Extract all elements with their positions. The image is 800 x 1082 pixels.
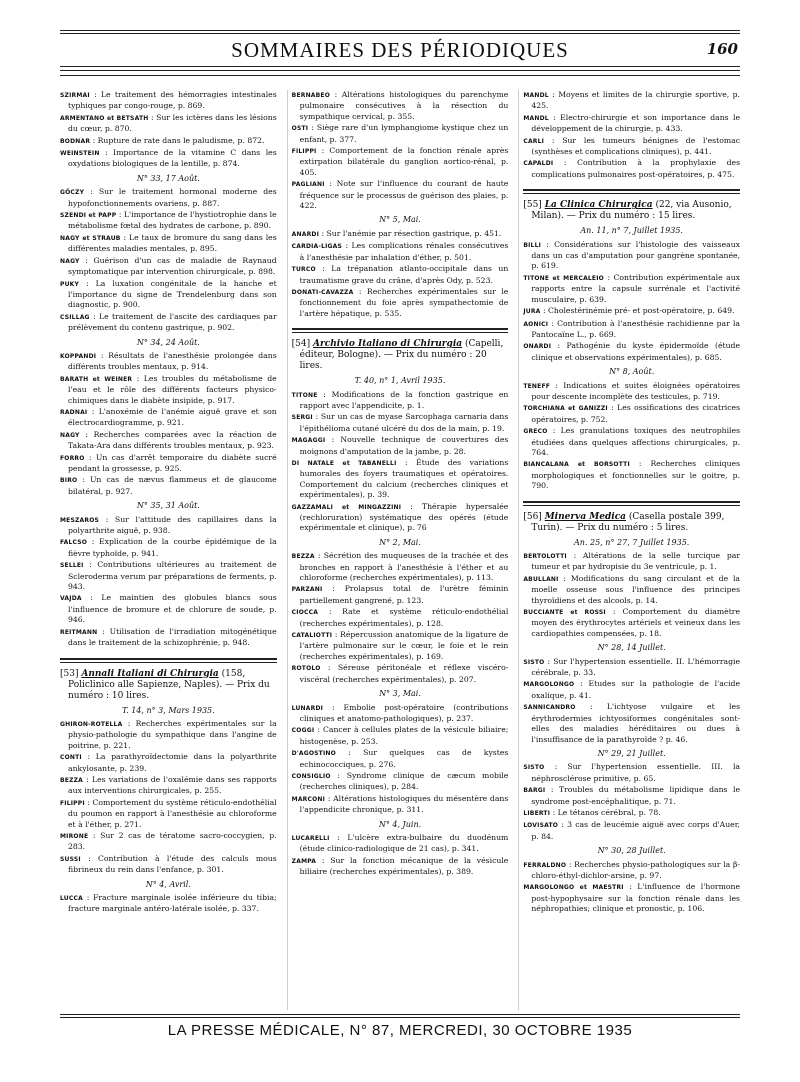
article-entry [60, 136, 277, 147]
article-text: : Recherches expérimentales sur la physio-pathologie du sympathique dans l'angine de poitrine, p. 221. [68, 718, 277, 750]
column-3 [518, 90, 740, 1010]
article-text: : L'ichtyose vulgaire et les érythrodermies ichtyosiformes congénitales sont-elles des maladies héréditaires ou dues à l'insuffisance de la parathyroïde ? p. 46. [531, 702, 741, 744]
article-text: : Fracture marginale isolée inférieure du tibia; fracture marginale antéro-latérale isolée, p. 337. [68, 893, 277, 914]
article-entry [292, 458, 509, 501]
article-author: CARLI [523, 137, 545, 145]
article-text: : Contribution à l'étude des calculs mous fibrineux du rein dans l'enfance, p. 301. [68, 853, 277, 875]
article-author: NAGY et STRAUB [60, 234, 121, 242]
article-author: BARGI [523, 787, 546, 795]
article-text: : Les variations de l'oxalémie dans ses rapports aux interventions chirurgicales, p. 255. [68, 774, 277, 796]
article-text: : Comportement du diamètre moyen des érythrocytes artériels et veineux dans les cardiopathies compensées, p. 18. [531, 607, 741, 638]
article-entry [60, 233, 277, 255]
article-entry [292, 703, 509, 725]
article-author: FILIPPI [60, 799, 85, 807]
article-entry [523, 341, 740, 363]
article-entry [523, 403, 740, 425]
journal-separator [60, 658, 277, 663]
article-author: LIBERTI [523, 809, 551, 817]
journal-details: (22, via Ausonio, Milan). — Prix du numéro : 15 lires. [531, 200, 732, 222]
journal-title: Minerva Medica [544, 511, 627, 522]
article-text: : Altérations histologiques du parenchyme pulmonaire consécutives à la résection du sympathique cervical, p. 355. [299, 90, 509, 121]
issue-heading: N° 8, Août. [609, 367, 655, 377]
page-title: SOMMAIRES DES PÉRIODIQUES [231, 38, 569, 62]
journal-separator [523, 189, 740, 194]
article-text: : Sur le traitement hormonal moderne des hypofonctionnements ovariens, p. 887. [68, 187, 277, 208]
article-author: RADNAI [60, 408, 88, 416]
journal-heading [523, 200, 740, 222]
article-author: TORCHIANA et GANIZZI [523, 405, 608, 413]
article-text: : Le maintien des globules blancs sous l'influence de bromure et de chlorure de soude, p. 946. [68, 593, 277, 625]
article-author: ABULLANI [523, 575, 559, 583]
article-author: BEZZA [60, 776, 84, 784]
article-author: OSTI [291, 125, 309, 133]
article-text: : La luxation congénitale de la hanche et l'importance du signe de Trendelenburg dans son diagnostic, p. 900. [68, 278, 277, 310]
article-entry [60, 593, 277, 625]
article-author: JURA [523, 308, 541, 316]
article-entry [292, 607, 509, 629]
journal-details: (Capelli, éditeur, Bologne). — Prix du numéro : 20 lires. [299, 339, 504, 372]
article-entry [523, 679, 740, 701]
article-text: : Le traitement des hémorragies intestinales typhiques par congo-rouge, p. 869. [68, 90, 277, 111]
article-author: GRECO [523, 428, 548, 436]
article-author: MARCONI [291, 795, 326, 803]
article-entry [523, 551, 740, 573]
article-entry [292, 287, 509, 319]
article-entry [60, 312, 277, 334]
article-entry [60, 407, 277, 429]
article-text: : Guérison d'un cas de maladie de Raynaud symptomatique par intervention chirurgicale, p. 898. [68, 255, 277, 277]
article-author: BODNAR [60, 137, 91, 145]
article-author: CONSIGLIO [291, 772, 331, 780]
article-entry [292, 630, 509, 662]
article-text: : Altérations de la selle turcique par tumeur et par hydropisie du 3e ventricule, p. 1. [531, 551, 741, 572]
article-entry [60, 475, 277, 497]
article-entry [523, 240, 740, 272]
issue-heading: N° 2, Mai. [379, 537, 421, 547]
article-entry [292, 725, 509, 747]
article-entry [523, 820, 740, 842]
article-entry [292, 264, 509, 286]
article-author: SISTO [523, 658, 545, 666]
article-entry [523, 574, 740, 606]
journal-heading [523, 512, 740, 534]
article-author: CONTI [60, 754, 82, 762]
article-text: : Sur l'attitude des capillaires dans la polyarthrite aiguë, p. 938. [68, 514, 277, 536]
article-author: SANNICANDRO [523, 704, 576, 712]
article-entry [292, 771, 509, 793]
article-entry [60, 279, 277, 311]
article-entry [292, 794, 509, 816]
journal-number: [55] [523, 200, 542, 211]
article-text: : Sur un cas de myase Sarcophaga carnaria dans l'épithélioma cutané ulcéré du dos de la main, p. 19. [299, 412, 509, 433]
article-author: AONICI [523, 320, 549, 328]
article-entry [60, 453, 277, 475]
article-author: DONATI-CAVAZZA [291, 288, 354, 296]
article-author: CSILLAG [60, 313, 90, 321]
article-text: : Rupture de rate dans le paludisme, p. 872. [92, 135, 265, 145]
article-text: : Séreuse péritonéale et réflexe viscéro-viscéral (recherches expérimentales), p. 207. [299, 663, 509, 684]
journal-separator [292, 328, 509, 333]
article-entry [292, 146, 509, 178]
article-author: MAGAGGI [291, 437, 326, 445]
article-author: REITMANN [60, 628, 98, 636]
journal-details: (Casella postale 399, Turin). — Prix du numéro : 5 lires. [531, 511, 725, 533]
article-entry [292, 412, 509, 434]
journal-details: (158, Policlinico alle Sapienze, Naples). — Prix du numéro : 10 lires. [68, 668, 270, 701]
header-rule-top [60, 30, 740, 31]
article-entry [292, 229, 509, 240]
header-rule-top-2 [60, 33, 740, 34]
article-text: : Les ossifications des cicatrices opératoires, p. 752. [531, 403, 741, 424]
issue-heading: N° 4, Juin. [378, 819, 422, 829]
article-entry [523, 762, 740, 784]
header-rule-bottom-3 [60, 75, 740, 76]
article-author: SELLEI [60, 562, 84, 570]
issue-heading: N° 28, 14 Juillet. [597, 643, 666, 653]
issue-heading: N° 4, Avril. [145, 879, 191, 889]
article-author: DI NATALE et TABANELLI [291, 459, 397, 467]
article-entry [523, 90, 740, 112]
article-text: : Contribution à l'anesthésie rachidienne par la Pantocaïne L., p. 669. [531, 318, 741, 339]
article-text: : Sécrétion des muqueuses de la trachée et des bronches en rapport à l'anesthésie à l'éther et au chloroforme (recherches expérimentales), p. 113. [299, 551, 509, 583]
article-text: : Rate et système réticulo-endothélial (recherches expérimentales), p. 128. [299, 607, 509, 628]
article-entry [292, 856, 509, 878]
journal-heading [292, 339, 509, 372]
article-entry [292, 390, 509, 412]
article-author: TITONE [291, 391, 318, 399]
article-author: GAZZAMALI et MINGAZZINI [291, 503, 402, 511]
article-text: : Le traitement de l'ascite des cardiaques par prélèvement du contenu gastrique, p. 902. [68, 311, 277, 333]
article-author: TITONE et MERCALEIO [523, 274, 604, 282]
article-text: : L'influence de l'hormone post-hypophysaire sur la fonction rénale dans les néphropathies; clinique et pronostic, p. 106. [531, 882, 741, 914]
article-author: PUKY [60, 280, 80, 288]
article-entry [292, 123, 509, 145]
article-entry [60, 752, 277, 774]
article-text: : Nouvelle technique de couvertures des moignons d'amputation de la jambe, p. 28. [299, 435, 509, 456]
article-text: : Résultats de l'anesthésie prolongée dans différents troubles mentaux, p. 914. [68, 350, 277, 372]
article-entry [292, 90, 509, 122]
article-text: : Recherches cliniques morphologiques et fonctionnelles sur le goitre, p. 790. [531, 459, 741, 491]
article-text: : Sur l'anémie par résection gastrique, p. 451. [321, 228, 502, 238]
article-author: BIRO [60, 477, 78, 485]
article-author: LOVISATO [523, 822, 559, 830]
article-entry [60, 430, 277, 452]
article-entry [523, 273, 740, 305]
article-entry [292, 241, 509, 263]
article-author: TENEFF [523, 382, 551, 390]
article-author: ARMENTANO et BETSATH [60, 114, 149, 122]
journal-separator [523, 501, 740, 506]
article-entry [60, 560, 277, 592]
article-author: BILLI [523, 241, 542, 249]
article-author: NAGY [60, 431, 80, 439]
article-author: SZIRMAI [60, 92, 90, 99]
article-text: : Contributions ultérieures au traitement de Scleroderma verum par préparations de ferments, p. 943. [68, 560, 277, 592]
article-text: : Cholestérinémie pré- et post-opératoire, p. 649. [542, 306, 735, 316]
issue-heading: T. 14, n° 3, Mars 1935. [121, 705, 215, 715]
article-text: : Cancer à cellules plates de la vésicule biliaire; histogenèse, p. 253. [299, 725, 509, 746]
article-author: BERNABEO [291, 92, 331, 99]
article-text: : Les granulations toxiques des neutrophiles étudiées dans quelques affections chirurgicales, p. 764. [531, 426, 741, 457]
article-text: : Recherches expérimentales sur le fonctionnement du foie après sympathectomie de l'artère hépatique, p. 535. [299, 286, 509, 318]
journal-heading [60, 669, 277, 702]
article-entry [60, 854, 277, 876]
article-entry [60, 90, 277, 112]
article-text: : Considérations sur l'histologie des vaisseaux dans un cas d'amputation pour gangrène spontanée, p. 619. [531, 239, 741, 271]
article-entry [60, 775, 277, 797]
article-entry [523, 607, 740, 639]
journal-title: Archivio Italiano di Chirurgia [313, 339, 463, 350]
article-text: : Le tétanos cérébral, p. 78. [552, 807, 661, 817]
article-entry [292, 551, 509, 583]
article-author: PARZANI [291, 586, 323, 594]
article-author: LUCARELLI [291, 834, 330, 842]
article-entry [60, 374, 277, 406]
article-author: BUCCIANTE et ROSSI [523, 609, 606, 617]
article-entry [60, 719, 277, 751]
article-author: TURCO [291, 266, 316, 274]
article-text: : Comportement du système réticulo-endothélial du poumon en rapport à l'anesthésie au chloroforme et à l'éther, p. 271. [68, 797, 277, 829]
article-author: PAGLIANI [291, 181, 325, 189]
article-text: : Recherches comparées avec la réaction de Takata-Ara dans différents troubles mentaux, p. 923. [68, 429, 277, 451]
article-text: : Un cas de nævus flammeus et de glaucome bilatéral, p. 927. [68, 475, 277, 496]
article-entry [523, 785, 740, 807]
article-entry [523, 381, 740, 403]
article-text: : Sur les tumeurs bénignes de l'estomac (synthèses et complications cliniques), p. 441. [531, 135, 740, 157]
article-entry [292, 502, 509, 534]
issue-heading: An. 11, n° 7, Juillet 1935. [580, 226, 683, 236]
article-author: SISTO [523, 764, 545, 772]
article-text: : Recherches physio-pathologiques sur la β-chloro-éthyl-dichlor-arsine, p. 97. [531, 859, 741, 880]
article-text: : Altérations histologiques du mésentère dans l'appendicite chronique, p. 311. [299, 793, 509, 815]
issue-heading: N° 3, Mai. [379, 689, 421, 699]
article-entry [523, 426, 740, 458]
issue-heading: N° 35, 31 Août. [136, 501, 200, 511]
article-author: SERGI [291, 414, 313, 422]
article-author: CARDIA-LIGAS [291, 243, 343, 251]
article-author: SZENDI et PAPP [60, 212, 117, 220]
article-entry [292, 833, 509, 855]
article-entry [60, 148, 277, 170]
header-rule-bottom [60, 66, 740, 67]
article-text: : Sur les ictères dans les lésions du cœur, p. 870. [68, 112, 277, 134]
article-entry [292, 179, 509, 211]
article-text: : Siège rare d'un lymphangiome kystique chez un enfant, p. 377. [299, 123, 509, 144]
article-entry [60, 113, 277, 135]
article-entry [60, 798, 277, 830]
article-text: : Sur quelques cas de kystes echinococciques, p. 276. [299, 748, 509, 769]
article-author: BEZZA [291, 553, 315, 561]
article-author: ANARDI [291, 230, 320, 238]
header-rule-bottom-2 [60, 70, 740, 71]
article-author: MESZAROS [60, 516, 100, 524]
article-author: LUNARDI [291, 704, 324, 712]
article-text: : Contribution à la prophylaxie des complications pulmonaires post-opératoires, p. 475. [531, 158, 741, 179]
article-text: : Explication de la courbe épidémique de la fièvre typhoïde, p. 941. [68, 537, 277, 558]
article-entry [523, 882, 740, 914]
journal-number: [54] [291, 339, 311, 350]
article-text: : L'anoxémie de l'anémie aiguë grave et son électrocardiogramme, p. 921. [68, 406, 277, 428]
article-text: : Etudes sur la pathologie de l'acide oxalique, p. 41. [531, 679, 741, 700]
article-text: : Pathogénie du kyste épidermoïde (étude clinique et observations expérimentales), p. 685. [531, 341, 741, 362]
article-author: FORRO [60, 454, 85, 462]
article-text: : 3 cas de leucémie aiguë avec corps d'Auer, p. 84. [531, 820, 741, 841]
article-text: : Modifications de la fonction gastrique en rapport avec l'appendicite, p. 1. [299, 389, 509, 410]
article-entry [60, 187, 277, 209]
article-author: BERTOLOTTI [523, 553, 567, 560]
article-entry [523, 136, 740, 158]
article-author: BARATH et WEINER [60, 375, 133, 383]
footer-rule-1 [60, 1014, 740, 1015]
article-entry [523, 808, 740, 819]
article-entry [60, 537, 277, 559]
column-1 [60, 90, 277, 1010]
article-author: CIOCCA [291, 609, 319, 617]
article-text: : Embolie post-opératoire (contributions cliniques et anatomo-pathologiques), p. 237. [299, 702, 509, 723]
article-entry [60, 351, 277, 373]
journal-number: [53] [60, 668, 79, 679]
article-author: WEINSTEIN [60, 150, 100, 158]
article-text: : Electro-chirurgie et son importance dans le développement de la chirurgie, p. 433. [531, 112, 741, 134]
article-author: LUCCA [60, 895, 83, 902]
article-author: FERRALDNO [523, 861, 567, 869]
article-entry [523, 860, 740, 882]
article-text: : Répercussion anatomique de la ligature de l'artère pulmonaire sur le cœur, le foie et le rein (recherches expérimentales), p. 169. [299, 630, 509, 661]
article-text: : L'importance de l'hystiotrophie dans le métabolisme fœtal des hydrates de carbone, p. 890. [68, 210, 277, 231]
article-text: : La trépanation atlanto-occipitale dans un traumatisme grave du crâne, d'après Ody, p. 523. [299, 264, 509, 285]
article-entry [60, 831, 277, 853]
article-text: : Sur la fonction mécanique de la vésicule biliaire (recherches expérimentales), p. 389. [299, 855, 509, 877]
journal-title: La Clinica Chirurgica [544, 200, 653, 211]
article-author: CATALIOTTI [291, 632, 333, 640]
article-text: : L'ulcère extra-bulbaire du duodénum (étude clinico-radiologique de 21 cas), p. 341. [299, 832, 509, 854]
article-entry [60, 515, 277, 537]
article-author: GHIRON-ROTELLA [60, 720, 123, 728]
article-author: NAGY [60, 257, 80, 265]
article-author: KOPPANDI [60, 352, 97, 360]
article-entry [523, 459, 740, 491]
article-text: : Les complications rénales consécutives à l'anesthésie par inhalation d'éther, p. 501. [299, 241, 509, 262]
article-author: MANDL [523, 114, 549, 122]
article-author: MARGOLONGO [523, 681, 575, 689]
article-entry [523, 657, 740, 679]
article-entry [292, 748, 509, 770]
article-entry [60, 256, 277, 278]
issue-heading: An. 25, n° 27, 7 Juillet 1935. [574, 537, 690, 547]
issue-heading: N° 33, 17 Août. [136, 173, 200, 183]
article-author: MIRONE [60, 832, 89, 840]
article-author: SUSSI [60, 855, 81, 863]
column-2 [287, 90, 509, 1010]
article-entry [292, 584, 509, 606]
article-entry [523, 113, 740, 135]
article-entry [60, 893, 277, 915]
article-text: : Thérapie hypersalée (rechloruration) systématique des opérés (étude expérimentale et clinique), p. 76 [299, 501, 509, 533]
article-text: : Les troubles du métabolisme de l'eau et le rôle des différents facteurs physico-chimiques dans le diabète insipide, p. 917. [68, 373, 277, 405]
issue-heading: N° 5, Mai. [379, 215, 421, 225]
article-author: ONARDI [523, 343, 552, 351]
article-text: : Sur l'hypertension essentielle. II. L'hémorragie cérébrale, p. 33. [531, 656, 741, 678]
columns [60, 90, 740, 1010]
article-author: BIANCALANA et BORSOTTI [523, 461, 630, 469]
article-author: FALCSO [60, 539, 88, 547]
article-text: : Un cas d'arrêt temporaire du diabète sucré pendant la grossesse, p. 925. [68, 452, 277, 473]
article-text: : La parathyroïdectomie dans la polyarthrite ankylosante, p. 239. [68, 752, 277, 773]
article-text: : Indications et suites éloignées opératoires pour descente incomplète des testicules, p. 719. [531, 380, 741, 401]
article-entry [523, 158, 740, 180]
article-entry [523, 702, 740, 745]
issue-heading: N° 29, 21 Juillet. [597, 748, 666, 758]
article-text: : Comportement de la fonction rénale après extirpation bilatérale du ganglion aortico-rénal, p. 405. [299, 146, 509, 177]
article-author: VAJDA [60, 595, 82, 603]
article-text: : Modifications du sang circulant et de la moelle osseuse sous l'influence des principes thyroïdiens et des alcools, p. 14. [531, 573, 741, 605]
journal-title: Annali Italiani di Chirurgia [81, 668, 219, 679]
article-text: : Note sur l'influence du courant de haute fréquence sur le processus de guérison des plaies, p. 422. [299, 179, 509, 211]
article-text: : Importance de la vitamine C dans les oxydations biologiques de la lentille, p. 874. [68, 148, 277, 169]
article-author: ZAMPA [291, 857, 317, 865]
article-text: : Étude des variations humorales des foyers traumatiques et opératoires. Comportement du calcium (recherches cliniques et expérimentales), p. 39. [299, 457, 509, 500]
issue-heading: N° 34, 24 Août. [136, 337, 200, 347]
footer-line: LA PRESSE MÉDICALE, N° 87, MERCREDI, 30 OCTOBRE 1935 [167, 1022, 633, 1039]
article-author: CAPALDI [523, 160, 554, 168]
article-entry [292, 663, 509, 685]
article-entry [60, 210, 277, 232]
article-text: : Le taux de bromure du sang dans les différentes maladies mentales, p. 895. [68, 232, 277, 254]
page-number: 160 [706, 40, 738, 58]
article-author: MANDL [523, 92, 549, 99]
article-entry [292, 435, 509, 457]
article-text: : Sur l'hypertension essentielle. III. la néphrosclérose primitive, p. 65. [531, 762, 741, 783]
article-author: D'AGOSTINO [291, 750, 336, 758]
journal-number: [56] [523, 511, 542, 522]
article-text: : Contribution expérimentale aux rapports entre la capsule surrénale et l'activité musculaire, p. 639. [531, 272, 741, 304]
article-entry [523, 319, 740, 341]
article-text: : Moyens et limites de la chirurgie sportive, p. 425. [531, 90, 741, 111]
article-text: : Sur 2 cas de tératome sacro-coccygien, p. 283. [68, 830, 277, 852]
article-text: : Utilisation de l'irradiation mitogénétique dans le traitement de la schizophrénie, p. 948. [68, 626, 277, 648]
article-author: MARGOLONGO et MAESTRI [523, 884, 624, 892]
article-author: GÖCZY [60, 189, 85, 197]
article-entry [60, 627, 277, 649]
article-text: : Syndrome clinique de cæcum mobile (recherches cliniques), p. 284. [299, 770, 509, 792]
article-text: : Troubles du métabolisme lipidique dans le syndrome post-encéphalitique, p. 71. [531, 785, 741, 806]
article-entry [523, 306, 740, 317]
issue-heading: N° 30, 28 Juillet. [597, 846, 666, 856]
article-author: FILIPPI [291, 148, 317, 156]
footer-rule-2 [60, 1017, 740, 1018]
article-text: : Prolapsus total de l'urètre féminin partiellement gangrené, p. 123. [299, 584, 509, 605]
article-author: COGGI [291, 727, 315, 735]
article-author: ROTOLO [291, 665, 321, 673]
issue-heading: T. 40, n° 1, Avril 1935. [354, 376, 446, 386]
